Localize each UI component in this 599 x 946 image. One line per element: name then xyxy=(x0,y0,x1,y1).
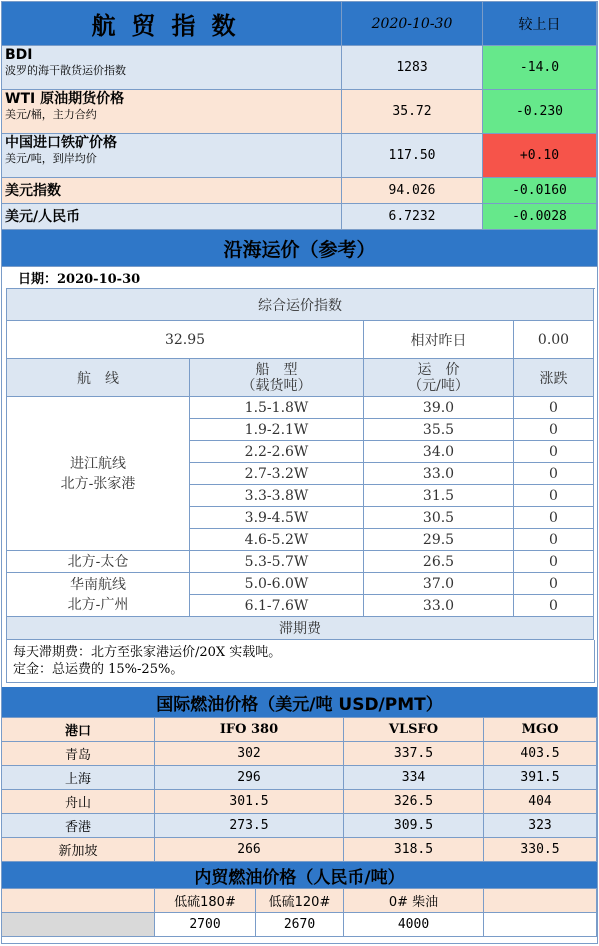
change-header: 涨跌 xyxy=(514,359,594,397)
report-date: 2020-10-30 xyxy=(342,2,483,46)
index-name-cell xyxy=(2,204,342,230)
ship-size: 1.9-2.1W xyxy=(190,419,364,441)
index-change: -0.230 xyxy=(483,90,597,134)
index-name: 美元指数 xyxy=(5,182,61,199)
prev-day-header: 较上日 xyxy=(483,2,597,46)
index-subtitle: 美元/桶，主力合约 xyxy=(5,108,97,121)
index-value: 6.7232 xyxy=(342,204,483,230)
freight-rate: 39.0 xyxy=(364,397,514,419)
index-change: -0.0028 xyxy=(483,204,597,230)
index-name-cell xyxy=(2,178,342,204)
route-name: 进江航线 xyxy=(70,455,126,472)
freight-date: 日期：2020-10-30 xyxy=(2,267,597,288)
route-cell xyxy=(7,573,190,617)
domestic-fuel-header: 0# 柴油 xyxy=(344,889,484,913)
rate-change: 0 xyxy=(514,419,594,441)
rate-change: 0 xyxy=(514,485,594,507)
freight-rate: 30.5 xyxy=(364,507,514,529)
composite-index-value: 32.95 xyxy=(7,321,364,359)
port-name: 上海 xyxy=(2,766,155,790)
route-name: 北方-广州 xyxy=(67,596,129,613)
port-name: 新加坡 xyxy=(2,838,155,862)
route-cell xyxy=(7,551,190,573)
market-index-sheet xyxy=(1,1,598,944)
composite-index-label: 综合运价指数 xyxy=(7,289,594,321)
freight-rate: 29.5 xyxy=(364,529,514,551)
freight-rate: 33.0 xyxy=(364,595,514,617)
fuel-header: IFO 380 xyxy=(155,718,344,742)
domestic-fuel-header: 低硫180# xyxy=(155,889,256,913)
freight-rate: 33.0 xyxy=(364,463,514,485)
index-name: 美元/人民币 xyxy=(5,208,81,225)
freight-rate: 35.5 xyxy=(364,419,514,441)
index-table xyxy=(2,2,597,46)
index-change: -0.0160 xyxy=(483,178,597,204)
ship-size: 3.3-3.8W xyxy=(190,485,364,507)
note-line: 每天滞期费：北方至张家港运价/20X 实载吨。 xyxy=(13,645,282,660)
port-name: 青岛 xyxy=(2,742,155,766)
index-change: -14.0 xyxy=(483,46,597,90)
domestic-fuel-header: 低硫120# xyxy=(256,889,344,913)
index-name: 中国进口铁矿价格 xyxy=(5,135,117,151)
ship-size: 5.3-5.7W xyxy=(190,551,364,573)
route-header: 航 线 xyxy=(7,359,190,397)
index-value: 117.50 xyxy=(342,134,483,178)
domestic-fuel-price xyxy=(484,913,597,937)
rate-change: 0 xyxy=(514,463,594,485)
fuel-price: 337.5 xyxy=(344,742,484,766)
index-rows xyxy=(2,46,597,230)
rate-change: 0 xyxy=(514,441,594,463)
domestic-fuel-header xyxy=(2,889,155,913)
index-change: +0.10 xyxy=(483,134,597,178)
note-line: 定金：总运费的 15%-25%。 xyxy=(13,662,184,677)
intl-fuel-banner: 国际燃油价格（美元/吨 USD/PMT） xyxy=(2,687,597,718)
page-title: 航贸指数 xyxy=(2,2,342,46)
freight-body xyxy=(7,397,595,617)
freight-notes xyxy=(7,640,595,683)
rate-change: 0 xyxy=(514,529,594,551)
ship-size: 1.5-1.8W xyxy=(190,397,364,419)
fuel-price: 318.5 xyxy=(344,838,484,862)
ship-size: 4.6-5.2W xyxy=(190,529,364,551)
rate-change: 0 xyxy=(514,397,594,419)
fuel-header: VLSFO xyxy=(344,718,484,742)
fuel-price: 296 xyxy=(155,766,344,790)
fuel-price: 323 xyxy=(484,814,597,838)
fuel-price: 273.5 xyxy=(155,814,344,838)
ship-size: 6.1-7.6W xyxy=(190,595,364,617)
index-name-cell xyxy=(2,90,342,134)
port-name: 香港 xyxy=(2,814,155,838)
index-value: 35.72 xyxy=(342,90,483,134)
freight-rate: 34.0 xyxy=(364,441,514,463)
vs-prev-value: 0.00 xyxy=(514,321,594,359)
fuel-price: 334 xyxy=(344,766,484,790)
freight-rate: 31.5 xyxy=(364,485,514,507)
ship-size: 2.2-2.6W xyxy=(190,441,364,463)
vs-prev-label: 相对昨日 xyxy=(364,321,514,359)
route-name: 华南航线 xyxy=(70,576,126,593)
fuel-price: 404 xyxy=(484,790,597,814)
rate-change: 0 xyxy=(514,595,594,617)
intl-fuel-table xyxy=(2,718,597,862)
index-name: WTI 原油期货价格 xyxy=(5,91,125,107)
fuel-header: 港口 xyxy=(2,718,155,742)
coastal-freight-banner: 沿海运价（参考） xyxy=(2,230,597,267)
domestic-fuel-price: 2700 xyxy=(155,913,256,937)
fuel-price: 309.5 xyxy=(344,814,484,838)
fuel-price: 326.5 xyxy=(344,790,484,814)
fuel-price: 301.5 xyxy=(155,790,344,814)
index-subtitle: 美元/吨，到岸均价 xyxy=(5,152,97,165)
port-name: 舟山 xyxy=(2,790,155,814)
domestic-fuel-price xyxy=(2,913,155,937)
ship-header: 船 型 （载货吨） xyxy=(190,359,364,397)
fuel-price: 403.5 xyxy=(484,742,597,766)
domestic-fuel-header xyxy=(484,889,597,913)
demurrage-label: 滞期费 xyxy=(7,617,594,640)
domestic-fuel-table xyxy=(2,889,597,937)
domestic-fuel-price: 4000 xyxy=(344,913,484,937)
rate-change: 0 xyxy=(514,551,594,573)
coastal-freight-table xyxy=(6,288,595,683)
ship-size: 5.0-6.0W xyxy=(190,573,364,595)
rate-change: 0 xyxy=(514,507,594,529)
route-name: 北方-太仓 xyxy=(67,553,129,570)
rate-change: 0 xyxy=(514,573,594,595)
index-name: BDI xyxy=(5,47,33,63)
index-name-cell xyxy=(2,46,342,90)
ship-size: 2.7-3.2W xyxy=(190,463,364,485)
rate-header: 运 价 （元/吨） xyxy=(364,359,514,397)
freight-rate: 37.0 xyxy=(364,573,514,595)
fuel-price: 391.5 xyxy=(484,766,597,790)
domestic-fuel-price: 2670 xyxy=(256,913,344,937)
fuel-price: 302 xyxy=(155,742,344,766)
route-name: 北方-张家港 xyxy=(60,475,136,492)
index-value: 1283 xyxy=(342,46,483,90)
index-subtitle: 波罗的海干散货运价指数 xyxy=(5,64,126,77)
index-name-cell xyxy=(2,134,342,178)
route-cell xyxy=(7,397,190,551)
domestic-fuel-banner: 内贸燃油价格（人民币/吨） xyxy=(2,862,597,889)
fuel-price: 330.5 xyxy=(484,838,597,862)
index-value: 94.026 xyxy=(342,178,483,204)
ship-size: 3.9-4.5W xyxy=(190,507,364,529)
fuel-header: MGO xyxy=(484,718,597,742)
fuel-price: 266 xyxy=(155,838,344,862)
freight-rate: 26.5 xyxy=(364,551,514,573)
